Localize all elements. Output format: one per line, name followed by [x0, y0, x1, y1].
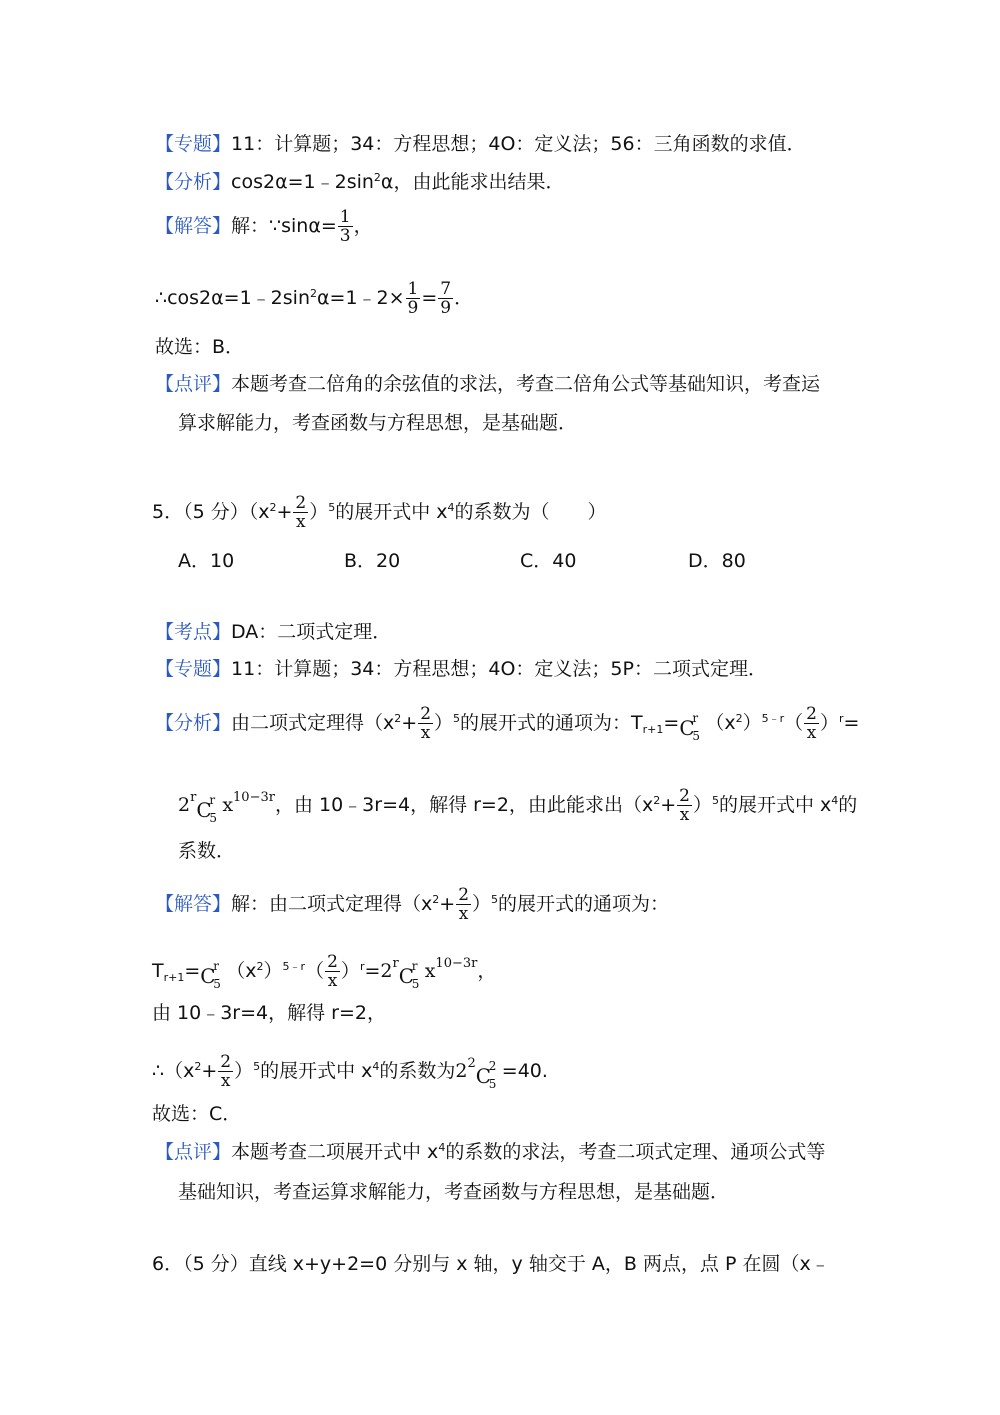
superscript: 5: [491, 893, 499, 906]
superscript: 2: [394, 712, 402, 725]
superscript: 5: [711, 794, 719, 807]
option-a: A．10: [178, 550, 235, 572]
denominator: x: [806, 723, 817, 743]
denominator: x: [458, 904, 469, 924]
comb-bottom: 5: [488, 1076, 497, 1091]
numerator: 2: [420, 704, 432, 724]
q4-calc-line: [155, 280, 473, 317]
q4-jieda-line: [155, 208, 373, 245]
kaodian-tag: 【考点】: [155, 621, 232, 643]
fenxi-text: 由二项式定理得（x: [231, 712, 395, 734]
fenxi-text: =: [663, 712, 680, 734]
q5-jieda-line: [155, 886, 669, 923]
fenxi-text: +: [660, 794, 677, 816]
fenxi-text: 的展开式中 x: [718, 794, 832, 816]
subscript: r+1: [642, 723, 664, 736]
superscript: 2: [735, 712, 743, 725]
comb-c: C: [475, 1063, 492, 1088]
kaodian-text: DA：二项式定理．: [231, 621, 392, 643]
result-text: =40.: [501, 1060, 548, 1082]
superscript: 5: [253, 1060, 261, 1073]
calc-text: α=1﹣2×: [317, 287, 405, 309]
comb-bottom: 5: [692, 728, 700, 743]
zhuanti-text: 11：计算题；34：方程思想；4O：定义法；5P：二项式定理．: [231, 658, 767, 680]
fraction-2-x: [325, 953, 340, 990]
superscript: r: [392, 956, 399, 971]
zhuanti-text: 11：计算题；34：方程思想；4O：定义法；56：三角函数的求值．: [231, 133, 806, 155]
numerator: 2: [458, 885, 470, 905]
fenxi-text: ）: [742, 712, 762, 734]
q5-solve: 由 10﹣3r=4，解得 r=2，: [152, 1002, 386, 1024]
term-text: =: [364, 960, 381, 982]
calc-text: ．: [454, 287, 474, 309]
superscript: 2: [432, 893, 440, 906]
numerator: 2: [806, 704, 817, 724]
fraction-2-x: [218, 1053, 233, 1090]
term-2: 2: [178, 794, 191, 816]
result-text: 的系数为: [379, 1060, 456, 1082]
fenxi-text: ）: [434, 712, 454, 734]
denominator: x: [296, 512, 306, 532]
q5-fenxi-line2: [178, 785, 857, 824]
q5-dianping-line2: 基础知识，考查运算求解能力，考查函数与方程思想，是基础题．: [178, 1181, 730, 1203]
comb-top: r: [213, 958, 220, 973]
superscript: 5﹣r: [282, 960, 306, 973]
numerator: 2: [327, 952, 338, 972]
superscript: 4: [372, 1060, 380, 1073]
option-b: B．20: [344, 550, 401, 572]
superscript: 2: [310, 287, 317, 300]
term-text: ）: [340, 960, 360, 982]
numerator: 2: [220, 1052, 232, 1072]
fraction-2-x: [293, 494, 308, 531]
q5-stem: [152, 494, 607, 531]
superscript: 4: [447, 501, 455, 514]
denominator: 9: [440, 298, 452, 318]
fenxi-text: α，由此能求出结果．: [380, 171, 565, 193]
dianping-tag: 【点评】: [155, 373, 232, 395]
jieda-text: ，: [353, 215, 373, 237]
fenxi-text: cos2α=1﹣2sin: [231, 171, 374, 193]
q5-term-line: [152, 951, 496, 991]
superscript: 5: [328, 501, 336, 514]
superscript: r: [190, 790, 197, 805]
jieda-tag: 【解答】: [155, 893, 232, 915]
combination-symbol: [679, 709, 705, 743]
stem-text: 5．（5 分）（x: [152, 501, 270, 523]
dianping-tag: 【点评】: [155, 1141, 232, 1163]
jieda-text: 解：由二项式定理得（x: [231, 893, 433, 915]
term-text: ，: [477, 960, 497, 982]
denominator: 3: [339, 226, 351, 246]
comb-top: r: [692, 710, 699, 725]
fenxi-text: （: [784, 712, 804, 734]
combination-symbol: [398, 957, 425, 991]
term-x: x: [424, 960, 436, 982]
stem-text: ）: [309, 501, 329, 523]
q5-zhuanti-line: [155, 656, 767, 682]
fraction-1-9: [406, 280, 421, 317]
calc-text: =: [421, 287, 438, 309]
comb-c: C: [679, 715, 695, 740]
numerator: 1: [407, 279, 419, 299]
result-text: 的展开式中 x: [260, 1060, 373, 1082]
term-text: （: [305, 960, 325, 982]
denominator: x: [220, 1071, 231, 1091]
q4-fenxi-line: [155, 169, 564, 195]
calc-text: ∴cos2α=1﹣2sin: [155, 287, 310, 309]
q5-guxuan: 故选：C．: [152, 1103, 242, 1125]
fenxi-text: （x: [705, 712, 736, 734]
dianping-text: 本题考查二倍角的余弦值的求法，考查二倍角公式等基础知识，考查运: [231, 373, 821, 395]
denominator: x: [420, 723, 431, 743]
superscript: 10−3r: [435, 956, 478, 971]
comb-c: C: [398, 963, 415, 988]
term-text: ）: [263, 960, 283, 982]
q5-kaodian-line: [155, 619, 391, 645]
superscript: 4: [438, 1141, 446, 1154]
fraction-2-x: [677, 787, 692, 824]
combination-symbol: [475, 1057, 502, 1091]
denominator: x: [327, 971, 338, 991]
fraction-1-3: [338, 208, 353, 245]
fraction-2-x: [418, 705, 433, 742]
fenxi-tag: 【分析】: [155, 171, 232, 193]
option-c: C．40: [520, 550, 577, 572]
jieda-text: 的展开式的通项为：: [498, 893, 670, 915]
q4-guxuan: 故选：B．: [155, 336, 245, 358]
fraction-7-9: [438, 280, 453, 317]
q4-dianping-line1: [155, 371, 820, 397]
fraction-2-x: [456, 886, 471, 923]
comb-top: 2: [488, 1058, 497, 1073]
comb-top: r: [411, 958, 418, 973]
comb-bottom: 5: [209, 810, 217, 825]
comb-c: C: [200, 963, 216, 988]
superscript: r: [359, 960, 365, 973]
superscript: 2: [653, 794, 661, 807]
comb-top: r: [209, 792, 216, 807]
fenxi-text: ）: [819, 712, 839, 734]
fenxi-text: 的展开式的通项为：T: [460, 712, 643, 734]
superscript: 2: [467, 1056, 476, 1071]
combination-symbol: [200, 957, 226, 991]
denominator: 9: [407, 298, 419, 318]
option-d: D．80: [688, 550, 746, 572]
combination-symbol: [196, 791, 222, 825]
jieda-tag: 【解答】: [155, 215, 232, 237]
stem-text: +: [276, 501, 293, 523]
denominator: x: [679, 805, 690, 825]
fraction-2-x: [804, 705, 819, 742]
q5-dianping-line1: [155, 1139, 825, 1165]
numerator: 2: [679, 786, 690, 806]
q5-result-line: [152, 1051, 548, 1090]
fenxi-text: ）: [692, 794, 712, 816]
q5-fenxi-line3: 系数．: [178, 840, 236, 862]
jieda-text: 解：∵sinα=: [231, 215, 337, 237]
superscript: 2: [194, 1060, 202, 1073]
zhuanti-tag: 【专题】: [155, 133, 232, 155]
stem-text: 的展开式中 x: [335, 501, 448, 523]
fenxi-text: 的: [838, 794, 858, 816]
numerator: 1: [339, 207, 351, 227]
result-text: +: [201, 1060, 218, 1082]
term-text: （x: [226, 960, 257, 982]
comb-bottom: 5: [213, 976, 221, 991]
subscript: r+1: [163, 971, 185, 984]
stem-text: 的系数为（ ）: [454, 501, 607, 523]
result-text: ∴（x: [152, 1060, 195, 1082]
superscript: 2: [373, 171, 381, 184]
dianping-text: 本题考查二项展开式中 x: [231, 1141, 439, 1163]
comb-bottom: 5: [411, 976, 420, 991]
comb-c: C: [196, 797, 212, 822]
term-2: 2: [380, 960, 393, 982]
superscript: 2: [256, 960, 264, 973]
superscript: r: [838, 712, 844, 725]
superscript: 4: [831, 794, 839, 807]
term-text: T: [152, 960, 164, 982]
q4-dianping-line2: 算求解能力，考查函数与方程思想，是基础题．: [178, 412, 578, 434]
superscript: 2: [269, 501, 277, 514]
numerator: 7: [440, 279, 452, 299]
term-2: 2: [455, 1060, 468, 1082]
superscript: 5: [453, 712, 461, 725]
term-text: =: [184, 960, 201, 982]
dianping-text: 的系数的求法，考查二项式定理、通项公式等: [445, 1141, 826, 1163]
fenxi-text: ，由 10﹣3r=4，解得 r=2，由此能求出（x: [274, 794, 654, 816]
result-text: ）: [234, 1060, 254, 1082]
fenxi-tag: 【分析】: [155, 712, 232, 734]
jieda-text: +: [439, 893, 456, 915]
jieda-text: ）: [472, 893, 492, 915]
q4-zhuanti-line: [155, 131, 806, 157]
superscript: 10−3r: [233, 790, 275, 805]
superscript: 5﹣r: [761, 712, 785, 725]
fenxi-text: +: [401, 712, 418, 734]
fenxi-text: =: [843, 712, 860, 734]
zhuanti-tag: 【专题】: [155, 658, 232, 680]
term-x: x: [222, 794, 234, 816]
q6-stem: 6．（5 分）直线 x+y+2=0 分别与 x 轴，y 轴交于 A，B 两点，点 P 在圆（x﹣: [152, 1253, 830, 1275]
numerator: 2: [295, 493, 307, 513]
q5-fenxi-line1: [155, 705, 859, 743]
